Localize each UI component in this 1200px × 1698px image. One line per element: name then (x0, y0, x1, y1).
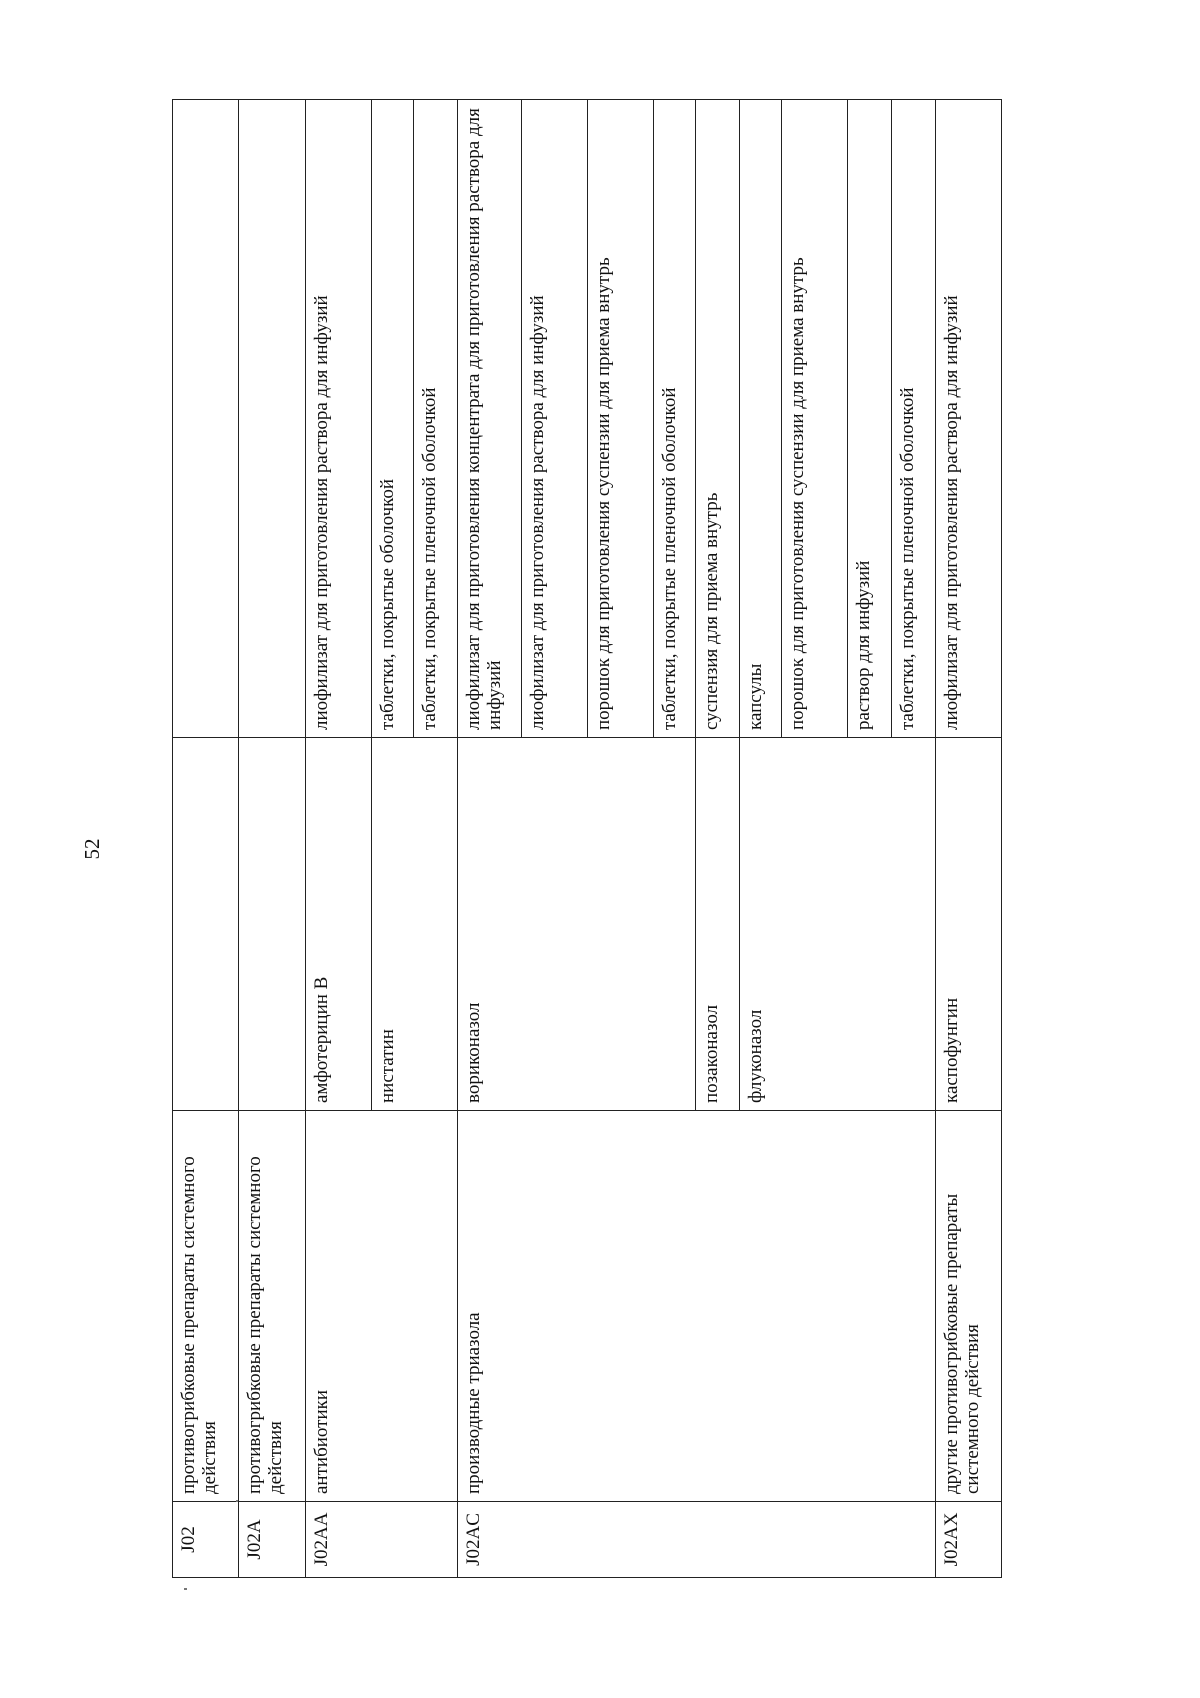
drug-name (239, 738, 306, 1111)
drug-table (172, 99, 1002, 1578)
dosage-form (173, 100, 239, 738)
atc-group-name: противогрибковые препараты системного действия (239, 1111, 306, 1502)
drug-name: флуконазол (740, 738, 936, 1111)
dosage-form: раствор для инфузий (848, 100, 892, 738)
atc-code: J02 (173, 1502, 239, 1578)
dosage-form: таблетки, покрытые пленочной оболочкой (892, 100, 936, 738)
dosage-form: лиофилизат для приготовления раствора для инфузий (522, 100, 588, 738)
dosage-form: лиофилизат для приготовления раствора для инфузий (936, 100, 1002, 738)
table-row (458, 100, 522, 1578)
drug-name: каспофунгин (936, 738, 1002, 1111)
dosage-form: порошок для приготовления суспензии для приема внутрь (588, 100, 654, 738)
dosage-form: таблетки, покрытые пленочной оболочкой (414, 100, 458, 738)
atc-code: J02AA (306, 1502, 458, 1578)
atc-code: J02AX (936, 1502, 1002, 1578)
table-row (936, 100, 1002, 1578)
dosage-form (239, 100, 306, 738)
page-number: 52 (80, 838, 104, 860)
table-row (239, 100, 306, 1578)
drug-name: вориконазол (458, 738, 696, 1111)
dosage-form: лиофилизат для приготовления раствора для инфузий (306, 100, 372, 738)
atc-group-name: производные триазола (458, 1111, 936, 1502)
dosage-form: таблетки, покрытые оболочкой (372, 100, 414, 738)
table-row (173, 100, 239, 1578)
drug-name (173, 738, 239, 1111)
dosage-form: таблетки, покрытые пленочной оболочкой (654, 100, 696, 738)
dosage-form: лиофилизат для приготовления концентрата для приготовления раствора для инфузий (458, 100, 522, 738)
atc-code: J02A (239, 1502, 306, 1578)
atc-group-name: другие противогрибковые препараты системного действия (936, 1111, 1002, 1502)
atc-code: J02AC (458, 1502, 936, 1578)
scan-speck (236, 1500, 238, 1502)
table-row (306, 100, 372, 1578)
drug-name: нистатин (372, 738, 458, 1111)
scan-speck (184, 1588, 187, 1590)
atc-group-name: противогрибковые препараты системного действия (173, 1111, 239, 1502)
drug-name: позаконазол (696, 738, 740, 1111)
dosage-form: суспензия для приема внутрь (696, 100, 740, 738)
dosage-form: капсулы (740, 100, 782, 738)
atc-group-name: антибиотики (306, 1111, 458, 1502)
dosage-form: порошок для приготовления суспензии для приема внутрь (782, 100, 848, 738)
drug-name: амфотерицин В (306, 738, 372, 1111)
